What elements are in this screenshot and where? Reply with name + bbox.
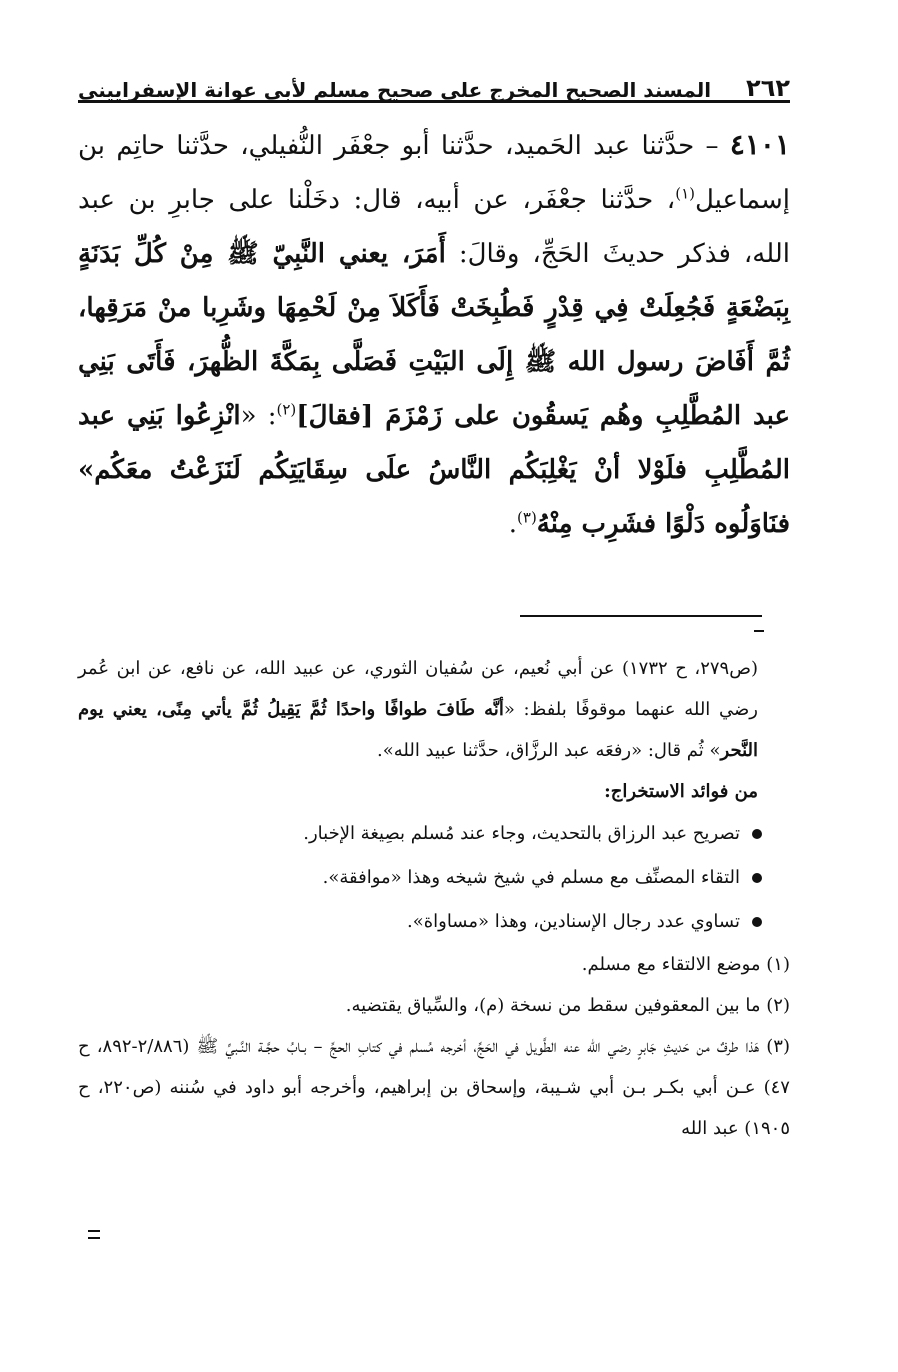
- footnote-continuation: [78, 648, 790, 771]
- footnote-separator: [520, 615, 762, 617]
- continuation-mark-bottom: [88, 1230, 100, 1232]
- benefits-heading: من فوائد الاستخراج:: [604, 781, 758, 802]
- hadith-text-3: : «: [240, 401, 277, 431]
- hadith-text-1: – حدَّثنا عبد الحَميد، حدَّثنا أبو جعْفَر النُّفيلي، حدَّثنا حاتِم بن إسماعيل: [78, 131, 790, 215]
- footnote-continuation-text-1: (ص٢٧٩، ح ١٧٣٢) عن أبي نُعيم، عن سُفيان الثوري، عن عبيد الله، عن نافع، عن ابن عُمر رضي الله عنهما موقوفًا بلفظ: «: [78, 658, 758, 720]
- book-title: المسند الصحيح المخرج على صحيح مسلم لأبي عوانة الإسفراييني: [78, 78, 712, 102]
- running-header: [78, 64, 790, 102]
- benefit-item: تساوي عدد رجال الإسنادين، وهذا «مساواة».: [78, 900, 740, 944]
- benefits-list: [78, 812, 790, 944]
- footnote-3: (٣) هَذا طرفٌ من حَديثِ جَابرٍ رضي الله عنه الطَّويل في الحَجِّ، أخرجه مُسلم في كتابِ الحجِّ – بـابُ حجَّـة النَّـبيِّ ﷺ (٢/٨٨٦-٨٩٢، ح ٤٧) عـن أبي بكـر بـن أبي شـيبة، وإسحاق بن إبراهيم، وأخرجه أبو داود في سُننه (ص٢٢٠، ح ١٩٠٥) عبد الله: [78, 1036, 790, 1139]
- footnote-ref-1: (١): [675, 184, 695, 203]
- hadith-body: [78, 118, 790, 551]
- footnote-continuation-bold: أنَّه طَافَ طوافًا واحدًا ثُمَّ يَقِيلُ ثُمَّ يأتي مِنًى، يعني يوم النَّحر: [78, 699, 758, 761]
- page-number: ٢٦٢: [746, 74, 790, 102]
- footnote-1: (١) موضع الالتقاء مع مسلم.: [581, 954, 790, 975]
- hadith-number: ٤١٠١: [729, 128, 790, 161]
- hadith-paragraph: [78, 118, 790, 551]
- benefit-item: التقاء المصنِّف مع مسلم في شيخ شيخه وهذا «موافقة».: [78, 856, 740, 900]
- header-rule: [78, 100, 790, 103]
- hadith-text-2: ، حدَّثنا جعْفَر، عن أبيه، قال: دخَلْنا على جابرِ بن عبد الله، فذكر حديثَ الحَجِّ، وقالَ:: [78, 185, 790, 269]
- footnotes: [78, 648, 790, 1149]
- footnote-ref-2: (٢): [276, 400, 297, 419]
- footnote-continuation-text-2: » ثُم قال: «رفعَه عبد الرزَّاق، حدَّثنا عبيد الله».: [376, 740, 721, 761]
- continuation-mark-bottom-2: [88, 1237, 100, 1239]
- hadith-end: .: [508, 509, 518, 539]
- hadith-bold-1: أَمَرَ، يعني النَّبِيّ ﷺ مِنْ كُلِّ بَدَنَةٍ بِبَضْعَةٍ فَجُعِلَتْ فِي قِدْرٍ فَطُبِخَتْ فَأَكَلاَ مِنْ لَحْمِهَا وشَرِبا منْ مَرَقِها، ثُمَّ أَفَاضَ رسول الله ﷺ إِلَى البَيْتِ فَصَلَّى بِمَكَّةَ الظُّهرَ، فَأَتَى بَنِي عبد المُطَّلِبِ وهُم يَسقُون على زَمْزَمَ [فقالَ]: [78, 239, 791, 431]
- footnote-ref-3: (٣): [517, 508, 537, 527]
- hadith-bold-2: انْزِعُوا بَنِي عبد المُطَّلِبِ فلَوْلا أنْ يَغْلِبَكُم النَّاسُ علَى سِقَايَتِكُم لَنَزَعْتُ معَكُم» فنَاوَلُوه دَلْوًا فشَرِب مِنْهُ: [78, 401, 790, 539]
- footnote-2: (٢) ما بين المعقوفين سقط من نسخة (م)، والسِّياق يقتضيه.: [345, 995, 790, 1016]
- benefit-item: تصريح عبد الرزاق بالتحديث، وجاء عند مُسلم بصِيغة الإخبار.: [78, 812, 740, 856]
- continuation-mark: [754, 630, 764, 632]
